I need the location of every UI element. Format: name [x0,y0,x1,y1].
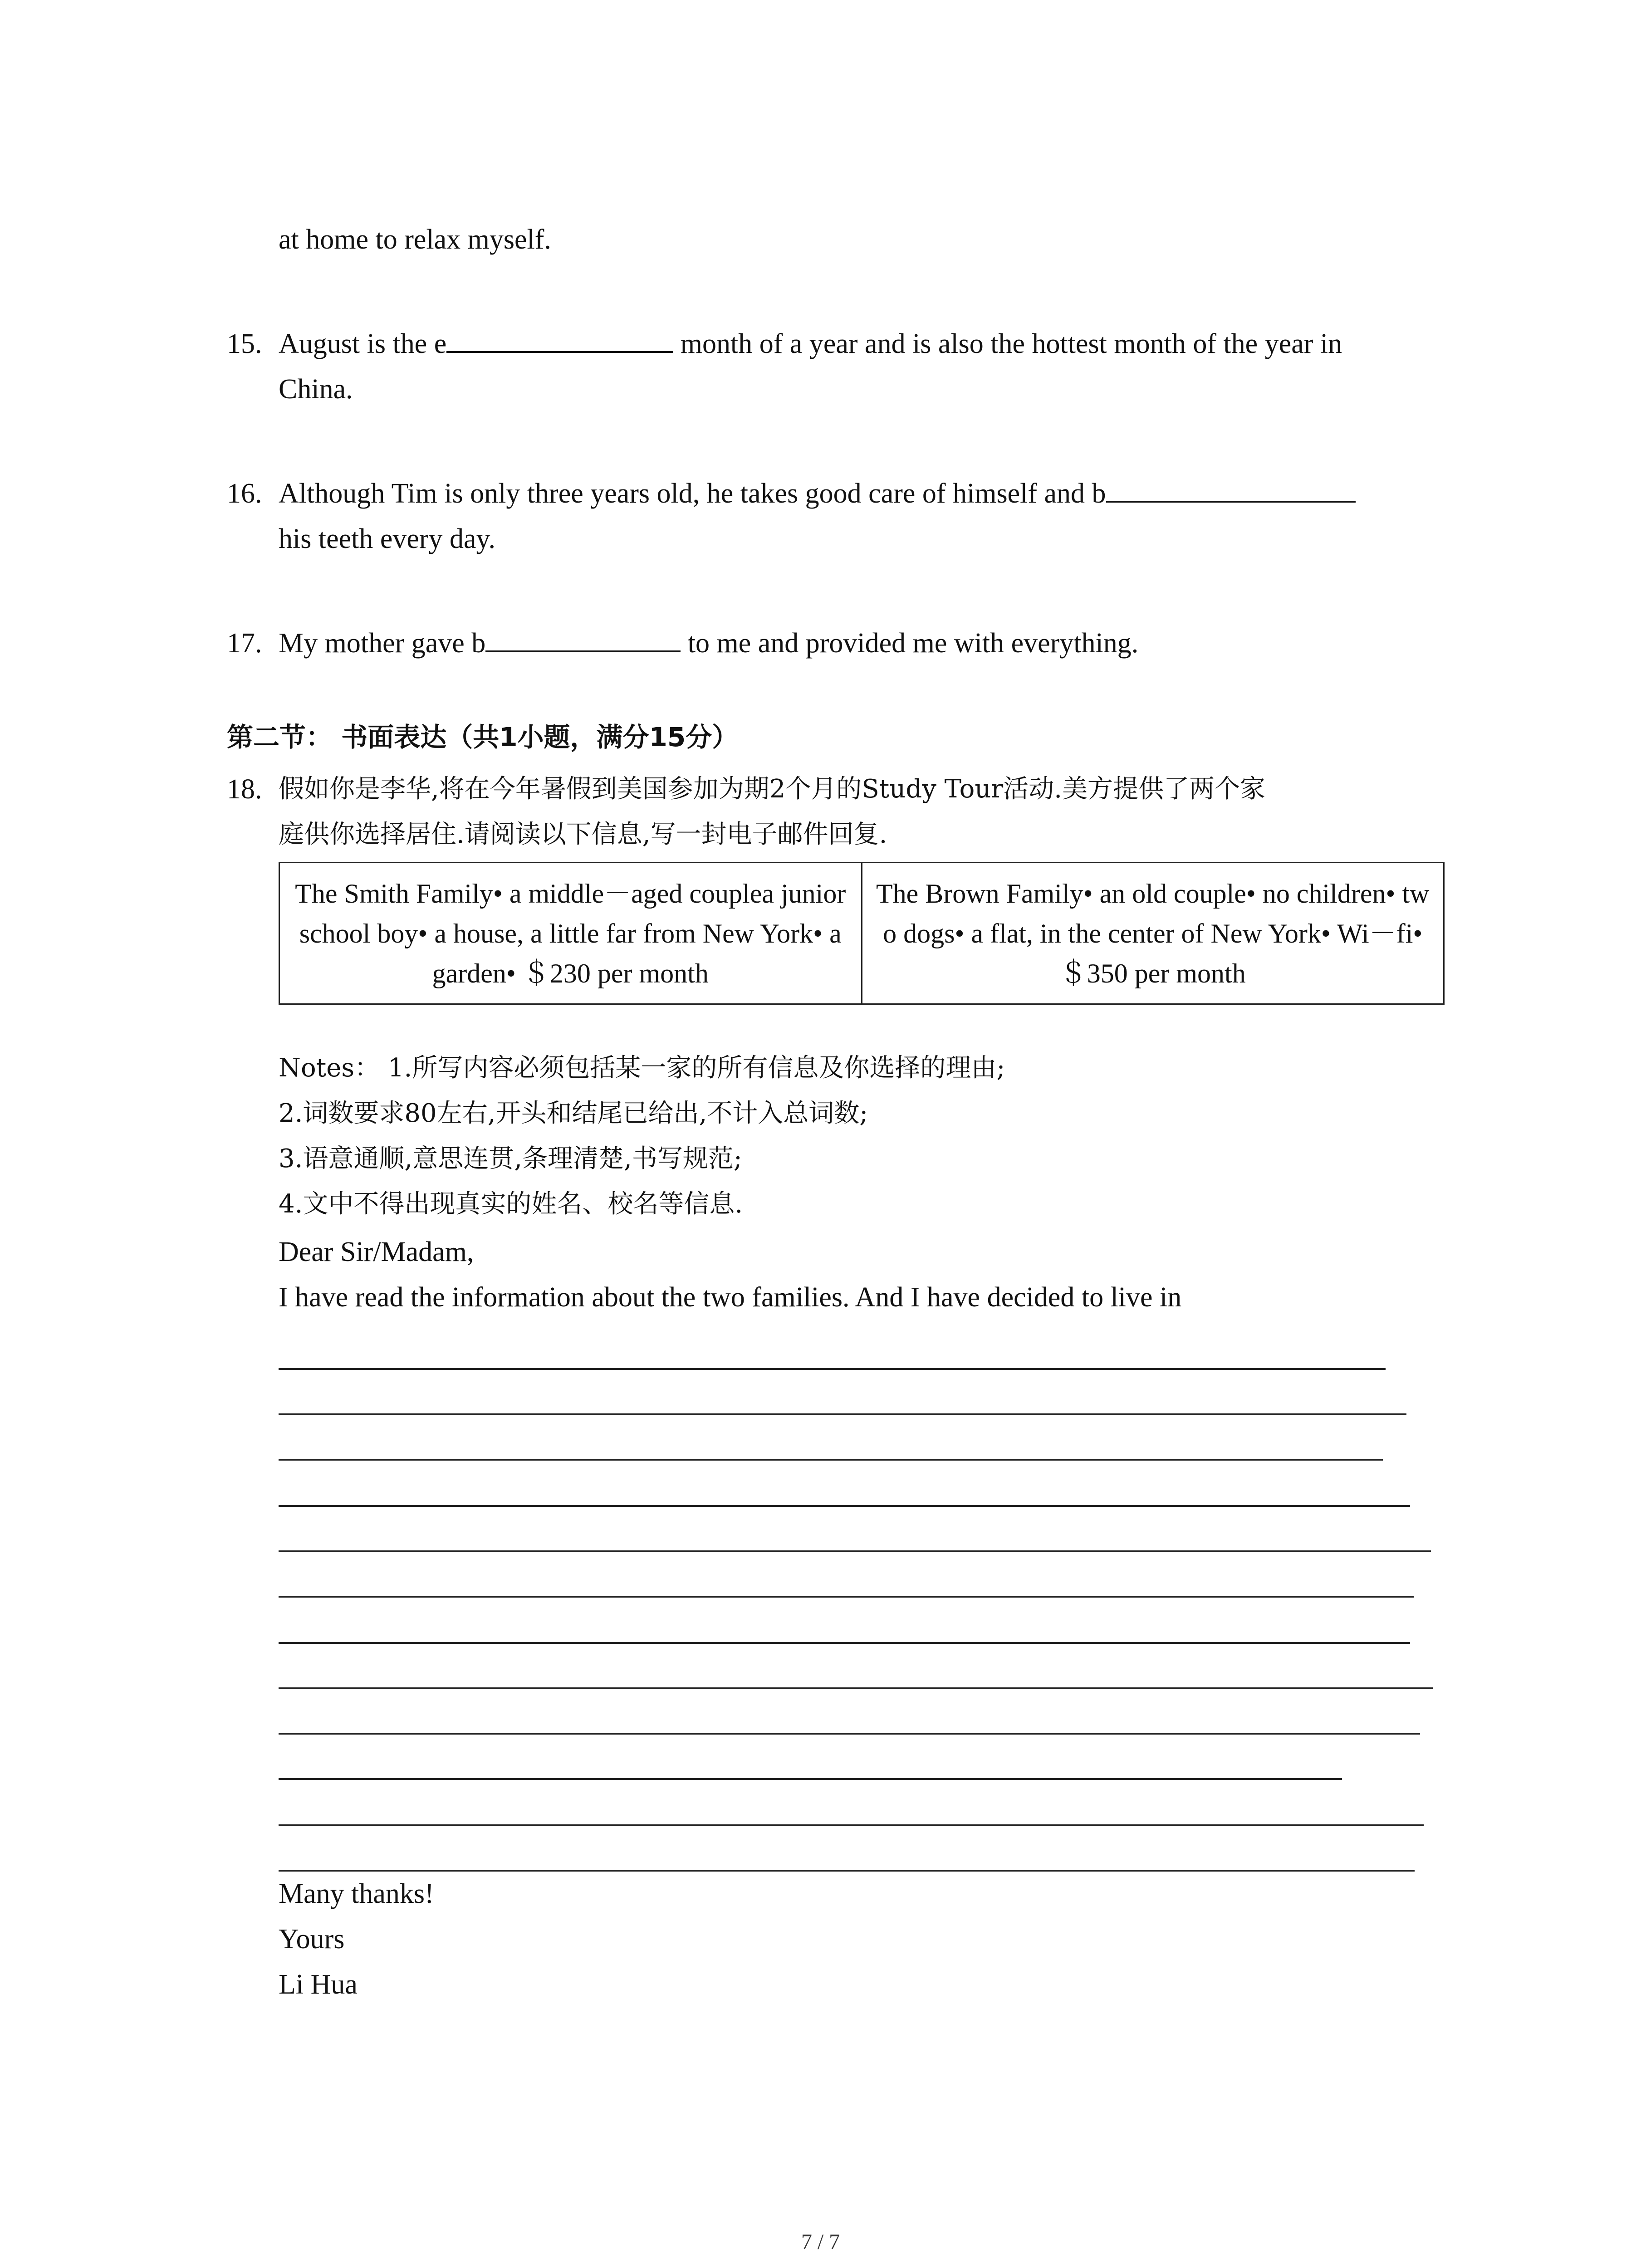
writing-line[interactable] [279,1505,1410,1507]
q18-prompt-line1: 假如你是李华,将在今年暑假到美国参加为期2个月的Study Tour活动.美方提供了两个家 [279,774,1266,804]
note-2: 2.词数要求80左右,开头和结尾已给出,不计入总词数; [279,1099,868,1128]
page-number: 7 / 7 [801,2230,840,2254]
q16-number: 16. [227,478,262,509]
q18-prompt-line2: 庭供你选择居住.请阅读以下信息,写一封电子邮件回复. [279,820,887,849]
families-table [279,862,1445,1005]
note-1: Notes： 1.所写内容必须包括某一家的所有信息及你选择的理由; [279,1053,1005,1083]
q15-line1 [279,326,1342,362]
writing-line[interactable] [279,1870,1415,1872]
smith-family-cell: The Smith Family• a middle－aged couplea junior school boy• a house, a little far from New York• a garden• ＄230 per month [279,863,862,1004]
q15-answer-blank[interactable] [446,326,673,353]
writing-line[interactable] [279,1733,1420,1735]
q14-tail: at home to relax myself. [279,224,551,255]
letter-opening: I have read the information about the two families. And I have decided to live in [279,1282,1182,1313]
writing-line[interactable] [279,1778,1342,1780]
letter-yours: Yours [279,1924,345,1955]
writing-line[interactable] [279,1824,1424,1826]
writing-line[interactable] [279,1413,1406,1415]
writing-line[interactable] [279,1550,1431,1552]
writing-line[interactable] [279,1368,1386,1370]
q16-text-before: Although Tim is only three years old, he takes good care of himself and b [279,478,1106,509]
q15-text-before: August is the e [279,328,447,359]
q15-text-after: month of a year and is also the hottest month of the year in [673,328,1342,359]
writing-line[interactable] [279,1596,1414,1598]
letter-signature: Li Hua [279,1969,358,2000]
q16-line1 [279,475,1356,512]
q17-line1 [279,625,1138,661]
letter-greeting: Dear Sir/Madam, [279,1237,474,1267]
writing-line[interactable] [279,1687,1433,1689]
q15-line2: China. [279,374,353,405]
q18-number: 18. [227,774,262,805]
q16-line2: his teeth every day. [279,523,496,554]
letter-thanks: Many thanks! [279,1878,434,1909]
writing-line[interactable] [279,1642,1410,1644]
q17-text-after: to me and provided me with everything. [681,628,1139,659]
q15-number: 15. [227,328,262,359]
writing-line[interactable] [279,1459,1383,1461]
section2-title: 第二节： 书面表达（共1小题，满分15分） [227,722,739,753]
q16-answer-blank[interactable] [1106,475,1356,503]
note-4: 4.文中不得出现真实的姓名、校名等信息. [279,1189,743,1219]
brown-family-cell: The Brown Family• an old couple• no children• two dogs• a flat, in the center of New York• Wi－fi• ＄350 per month [862,863,1444,1004]
q17-answer-blank[interactable] [485,625,681,652]
families-table-row [279,863,1444,1004]
q17-text-before: My mother gave b [279,628,486,659]
q17-number: 17. [227,628,262,659]
note-3: 3.语意通顺,意思连贯,条理清楚,书写规范; [279,1144,742,1173]
